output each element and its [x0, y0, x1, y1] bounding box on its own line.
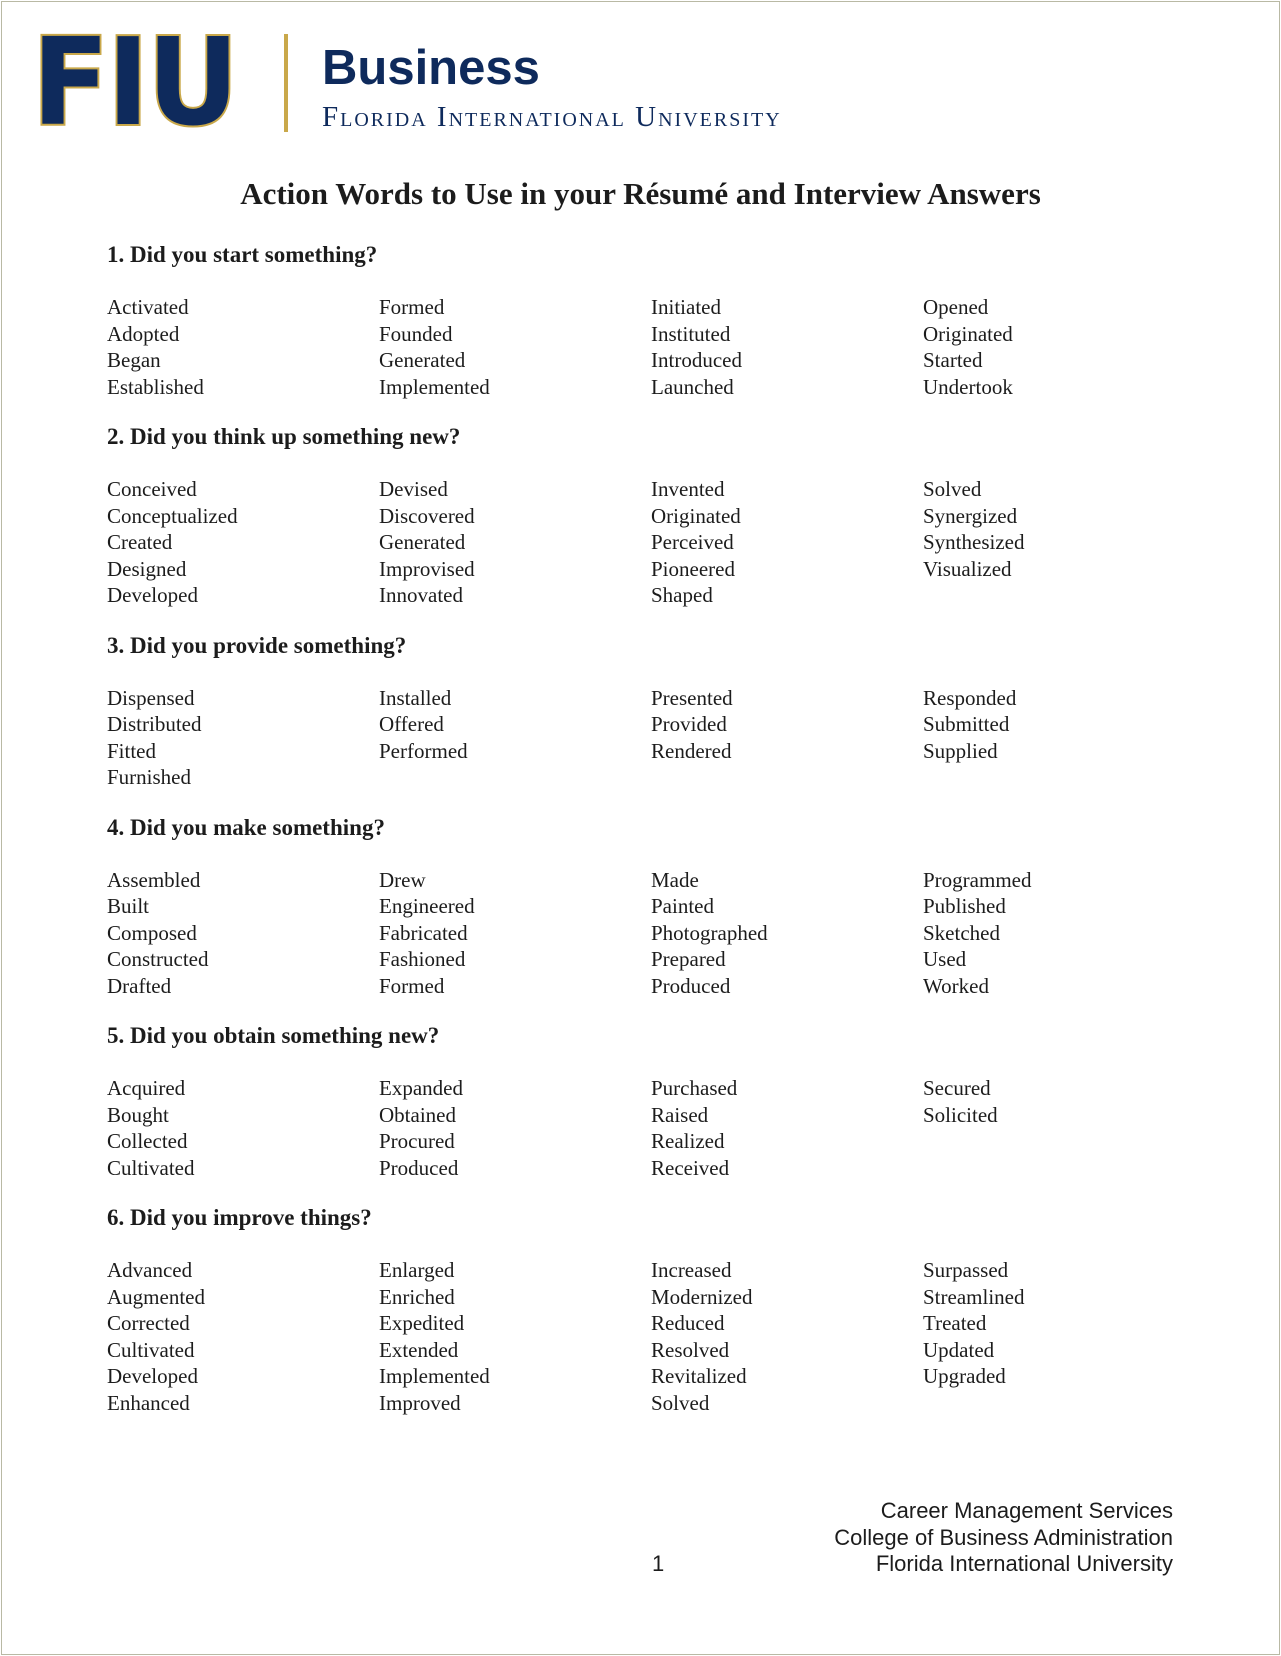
action-word: Enhanced	[107, 1390, 190, 1415]
action-word: Surpassed	[923, 1258, 1009, 1282]
action-word: Originated	[651, 503, 741, 528]
fiu-logo: FIU	[32, 14, 237, 153]
action-word: Made	[651, 867, 699, 892]
action-word: Prepared	[651, 947, 726, 971]
action-word: Submitted	[923, 712, 1010, 736]
word-grid	[107, 685, 1207, 791]
action-word: Engineered	[379, 894, 475, 918]
header	[32, 14, 932, 153]
action-word: Purchased	[651, 1076, 738, 1100]
action-word: Modernized	[651, 1284, 753, 1309]
action-word: Discovered	[379, 503, 475, 528]
action-word: Formed	[379, 973, 445, 998]
section-heading: 2. Did you think up something new?	[107, 424, 461, 449]
action-word: Solicited	[923, 1102, 998, 1127]
action-word: Generated	[379, 348, 466, 372]
action-word: Cultivated	[107, 1337, 195, 1362]
action-word: Solved	[923, 477, 982, 501]
action-word: Assembled	[107, 867, 201, 892]
word-column	[651, 1257, 923, 1416]
brand-university: Florida International University	[322, 101, 782, 133]
word-column	[651, 867, 923, 1000]
action-word: Implemented	[379, 1364, 490, 1388]
action-word: Perceived	[651, 530, 734, 554]
word-grid	[107, 476, 1207, 609]
action-word: Established	[107, 374, 204, 399]
action-word: Increased	[651, 1258, 732, 1282]
action-word: Conceptualized	[107, 503, 238, 528]
logo-divider	[284, 34, 288, 132]
section-heading: 3. Did you provide something?	[107, 632, 407, 658]
word-grid	[107, 1257, 1207, 1416]
section-heading: 5. Did you obtain something new?	[107, 1023, 440, 1048]
footer	[834, 1498, 1173, 1578]
section-heading: 4. Did you make something?	[107, 814, 385, 840]
word-column	[107, 294, 379, 400]
action-word: Formed	[379, 295, 445, 319]
action-word: Rendered	[651, 738, 732, 763]
action-word: Expanded	[379, 1076, 463, 1100]
action-word: Streamlined	[923, 1284, 1025, 1309]
action-word: Used	[923, 947, 967, 971]
action-word: Developed	[107, 583, 198, 607]
action-word: Programmed	[923, 867, 1032, 892]
action-word: Devised	[379, 477, 448, 501]
action-word: Initiated	[651, 295, 721, 319]
action-word: Dispensed	[107, 685, 195, 710]
action-word: Secured	[923, 1076, 991, 1100]
action-word: Responded	[923, 685, 1017, 710]
action-word: Realized	[651, 1129, 725, 1153]
action-word: Produced	[651, 973, 731, 998]
action-word: Undertook	[923, 374, 1013, 399]
action-word: Acquired	[107, 1076, 186, 1100]
action-word: Designed	[107, 556, 187, 581]
action-word: Installed	[379, 685, 452, 710]
action-word: Introduced	[651, 348, 742, 372]
section-heading: 1. Did you start something?	[107, 242, 378, 267]
action-word: Activated	[107, 295, 189, 319]
action-word: Procured	[379, 1129, 455, 1153]
action-word: Published	[923, 894, 1006, 918]
sections-container	[107, 240, 1207, 1438]
action-word: Adopted	[107, 321, 180, 346]
action-word: Shaped	[651, 583, 713, 607]
word-column	[107, 867, 379, 1000]
action-word: Obtained	[379, 1102, 456, 1127]
action-word: Innovated	[379, 583, 463, 607]
action-word: Presented	[651, 685, 733, 710]
action-word: Originated	[923, 321, 1013, 346]
word-column	[651, 476, 923, 609]
page-number: 1	[652, 1551, 665, 1576]
action-word: Corrected	[107, 1311, 190, 1335]
action-word: Painted	[651, 894, 714, 918]
word-column	[107, 1257, 379, 1416]
action-word: Constructed	[107, 947, 209, 971]
action-word: Instituted	[651, 321, 731, 346]
word-grid	[107, 294, 1207, 400]
action-word: Bought	[107, 1102, 169, 1127]
action-word: Solved	[651, 1390, 710, 1415]
action-word: Received	[651, 1155, 730, 1180]
word-column	[379, 294, 651, 400]
word-column	[379, 867, 651, 1000]
word-column	[923, 476, 1195, 609]
action-word: Updated	[923, 1337, 995, 1362]
action-word: Founded	[379, 321, 453, 346]
word-column	[923, 1257, 1195, 1416]
action-word: Implemented	[379, 374, 490, 399]
word-column	[923, 867, 1195, 1000]
action-word: Drafted	[107, 973, 172, 998]
footer-line: Florida International University	[875, 1551, 1173, 1576]
action-word: Advanced	[107, 1258, 193, 1282]
action-word: Sketched	[923, 920, 1000, 945]
action-word: Fashioned	[379, 947, 466, 971]
action-word: Enlarged	[379, 1258, 455, 1282]
action-word: Improved	[379, 1390, 461, 1415]
action-word: Opened	[923, 295, 989, 319]
word-column	[107, 476, 379, 609]
action-word: Worked	[923, 973, 989, 998]
word-column	[923, 294, 1195, 400]
action-word: Produced	[379, 1155, 459, 1180]
action-word: Generated	[379, 530, 466, 554]
action-word: Fitted	[107, 738, 157, 763]
word-grid	[107, 867, 1207, 1000]
action-word: Conceived	[107, 477, 197, 501]
word-column	[651, 685, 923, 791]
word-column	[923, 685, 1195, 791]
action-word: Began	[107, 348, 161, 372]
word-column	[379, 685, 651, 791]
action-word: Extended	[379, 1337, 459, 1362]
action-word: Cultivated	[107, 1155, 195, 1180]
footer-line: Career Management Services	[880, 1498, 1173, 1523]
action-word: Raised	[651, 1102, 709, 1127]
action-word: Supplied	[923, 738, 998, 763]
action-word: Performed	[379, 738, 468, 763]
word-column	[651, 1075, 923, 1181]
action-word: Invented	[651, 477, 725, 501]
action-word: Furnished	[107, 765, 191, 789]
action-word: Improvised	[379, 556, 475, 581]
action-word: Resolved	[651, 1337, 730, 1362]
action-word: Launched	[651, 374, 734, 399]
action-word: Pioneered	[651, 556, 735, 581]
word-column	[107, 685, 379, 791]
word-column	[379, 1075, 651, 1181]
word-column	[379, 1257, 651, 1416]
action-word: Built	[107, 894, 150, 918]
word-column	[923, 1075, 1195, 1181]
section-heading: 6. Did you improve things?	[107, 1205, 372, 1230]
word-column	[651, 294, 923, 400]
action-word: Composed	[107, 920, 197, 945]
action-word: Visualized	[923, 556, 1012, 581]
word-column	[107, 1075, 379, 1181]
action-word: Revitalized	[651, 1364, 747, 1388]
action-word: Started	[923, 348, 983, 372]
action-word: Reduced	[651, 1311, 725, 1335]
footer-line: College of Business Administration	[834, 1524, 1173, 1550]
action-word: Drew	[379, 867, 426, 892]
action-word: Synthesized	[923, 530, 1025, 554]
action-word: Augmented	[107, 1284, 205, 1309]
action-word: Distributed	[107, 712, 202, 736]
brand-business: Business	[322, 41, 540, 95]
word-column	[379, 476, 651, 609]
action-word: Collected	[107, 1129, 188, 1153]
action-word: Treated	[923, 1311, 987, 1335]
word-grid	[107, 1075, 1207, 1181]
action-word: Synergized	[923, 503, 1018, 528]
action-word: Expedited	[379, 1311, 465, 1335]
action-word: Offered	[379, 712, 444, 736]
action-word: Developed	[107, 1364, 198, 1388]
action-word: Photographed	[651, 920, 768, 945]
page-title: Action Words to Use in your Résumé and Interview Answers	[240, 176, 1041, 211]
action-word: Fabricated	[379, 920, 468, 945]
action-word: Upgraded	[923, 1364, 1006, 1388]
action-word: Created	[107, 530, 173, 554]
action-word: Provided	[651, 712, 727, 736]
action-word: Enriched	[379, 1284, 455, 1309]
